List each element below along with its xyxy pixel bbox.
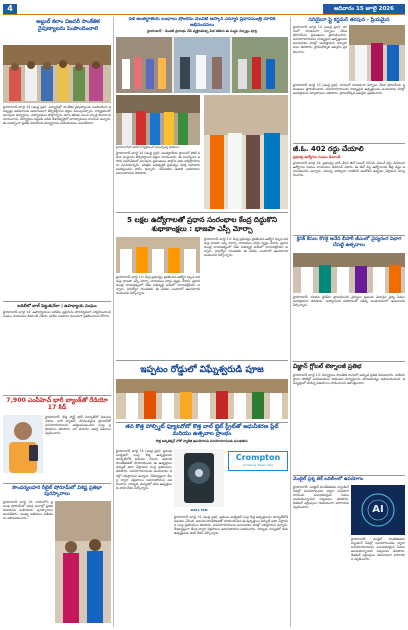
section-rule: [3, 301, 111, 302]
story-body: హైదరాబాద్: నూతన క్లినిక్‌ను ప్రారంభించిన వైద్యులు ప్రజలకు మెరుగైన వైద్య సేవలు అందిస్తామని తెలిపారు. అత్యాధునిక పరికరాలతో చికిత్స అందుబాటులో ఉంటుందని పేర్కొన్నారు.: [293, 295, 405, 308]
column-divider: [113, 17, 114, 627]
ad-graphic: [351, 485, 405, 535]
person-photo: [3, 415, 43, 473]
story-headline: సౌందర్యలహరి రీటైల్ షోరూమ్‌లో విశిష్ట ప్రతిభా పురస్కారాలు: [12, 485, 102, 498]
story-body: హైదరాబాద్ జూలై 14 (ఆంధ్ర ప్రభ): నగరంలో నూతనంగా ఏర్పాటు చేసిన షోరూమ్‌ను ప్రముఖులు ప్రారంభించారు. వినియోగదారులకు నాణ్యమైన ఉత్పత్తులను అందుబాటు ధరల్లో అందిస్తామని నిర్వాహకులు తెలిపారు. ప్రారంభోత్సవ ఆఫర్లను ప్రకటించారు.: [293, 25, 347, 54]
section-rule: [116, 212, 288, 213]
story-body: హైదరాబాద్ జూలై 14 (ఆంధ్ర ప్రభ): ప్రముఖ ఎలక్ట్రికల్ సంస్థ కొత్త ఉత్పత్తులను మార్కెట్‌లోకి విడుదల చేసింది. ఆధునిక సాంకేతికతతో రూపొందించిన ఈ ఉత్పత్తులు విద్యుత్ ఆదా చేస్తాయని సంస్థ ప్రతినిధులు తెలిపారు. వినియోగదారులకు అందుబాటు ధరల్లో లభిస్తాయని అన్నారు. దేశవ్యాప్తంగా డీలర్ల ద్వారా విక్రయాలు జరుగుతాయని వివరించారు. నాణ్యత, మన్నికలో తమ ఉత్పత్తులకు సాటి లేదని పేర్కొన్నారు.: [116, 449, 172, 490]
brand-name: Crompton: [235, 453, 281, 462]
story-body: హైదరాబాద్: కొత్త స్మార్ట్ ఫోన్ మార్కెట్‌లో విడుదల చేశారు. భారీ బ్యాటరీ, వేగవంతమైన ప్రాసెసర్‌తో వినియోగదారులను ఆకట్టుకుంటుందని సంస్థ ప్రతినిధులు తెలిపారు. ధర మరియు ఆఫర్ల వివరాలు వెల్లడించారు.: [45, 415, 111, 436]
left-column: [3, 17, 111, 627]
story-photo: [3, 45, 111, 103]
section-rule: [116, 360, 288, 361]
section-rule: [293, 475, 405, 476]
story-headline: విజ్ఞాన్ గ్లోబల్ టెక్నాలజీ ప్రతిభ: [293, 363, 362, 370]
page-header: [3, 3, 405, 15]
product-photo: [174, 449, 224, 507]
lead-headline: దళ అంతర్జాతీయ బంధాలు షోంలేను మొదటి ఆస్కార్ ఎమ్మార్ ప్రధానమంత్రి మోదీకి అభినందనలు: [128, 17, 276, 28]
story-body: హైదరాబాద్ జూలై 14: నగరంలోని ప్రముఖ షోరూమ్‌లో వివిధ రంగాల్లో ప్రతిభ కనబరిచిన మహిళలకు పురస్కారాలు అందజేశారు. ముఖ్య అతిథులు విజేతలను అభినందించారు.: [3, 500, 53, 521]
story-body: హైదరాబాద్: మొబైల్ సాంకేతికతను బ్యాంకింగ్ సేవల్లో వినియోగించడం ద్వారా వినియోగదారులకు సులభతరమైన సేవలు అందుతున్నాయని నిపుణులు తెలిపారు. డిజిటల్ చెల్లింపులు గణనీయంగా పెరిగాయని వెల్లడించారు.: [293, 485, 349, 510]
story-headline: తన కొత్త హాల్స్మిట్ ఫ్యూటరోటో కొత్త వాల్ బ్లైట్ స్ట్రీట్‌తో ఆధునీకరణ ప్లేట్ మరియు ఉత్సవాల ప్రాంభం: [125, 424, 279, 437]
story-body-continued: హైదరాబాద్ జూలై 14 (ఆంధ్ర ప్రభ): నగరంలో నూతనంగా ఏర్పాటు చేసిన షోరూమ్‌ను ప్రముఖులు ప్రారంభించారు. వినియోగదారులకు నాణ్యమైన ఉత్పత్తులను అందుబాటు ధరల్లో అందిస్తామని నిర్వాహకులు తెలిపారు. ప్రారంభోత్సవ ఆఫర్లను ప్రకటించారు.: [293, 83, 405, 96]
party-photo: [116, 237, 200, 273]
newspaper-page: [3, 3, 405, 627]
award-photo: [55, 501, 111, 623]
page-number: 4: [3, 4, 17, 14]
lead-photo-strip: [116, 37, 288, 93]
story-body: హైదరాబాద్ జూలై 14: విద్యార్థులు సాంకేతిక రంగంలో అద్భుత ప్రతిభ కనబరిచారు. జాతీయ స్థాయి పోటీల్లో బహుమతులు సాధించిన విద్యార్థులను యాజమాన్యం అభినందించింది. భవిష్యత్తులో మరిన్ని విజయాలు సాధించాలని ఆకాంక్షించారు.: [293, 373, 405, 386]
story-photo: [349, 25, 405, 81]
brand-tagline: Amazing. Every Day: [242, 463, 274, 467]
story-body: హైదరాబాద్ జూలై 14: ప్రభుత్వం జారీ చేసిన జీవో నంబర్ 402ను వెంటనే రద్దు చేయాలని ఉద్యోగుల సంఘం నాయకులు డిమాండ్ చేశారు. ఈ జీవో వల్ల ఉద్యోగులకు తీవ్ర నష్టం జరుగుతుందని అన్నారు. సమస్య పరిష్కారం కాకపోతే ఆందోళన ఉధృతం చేస్తామని హెచ్చరించారు.: [293, 161, 405, 178]
event-photo: [116, 95, 200, 145]
section-rule: [3, 395, 111, 396]
clinic-photo: [293, 253, 405, 293]
story-subheadline: కొత్త ఆర్కిటెక్చర్ లోకో ప్యాకేజీ ఉపయోగించి వినియోగదారులకు సులభతరం: [156, 439, 248, 443]
section-rule: [293, 361, 405, 362]
section-rule: [293, 235, 405, 236]
story-body: హైదరాబాద్ జూలై 14 (ఆంధ్ర ప్రభ): అంతర్జాతీయ స్థాయిలో పోటీ పడేలా సంస్థలను తీర్చిదిద్దాలని వక్తలు సూచించారు. ఈ సందర్భంగా జరిగిన సమావేశంలో పలువురు ప్రముఖులు పాల్గొని తమ అభిప్రాయాలను పంచుకున్నారు. పరిశ్రమ అభివృద్ధికి ప్రభుత్వం పూర్తి సహకారం అందిస్తుందని హామీ ఇచ్చారు. యువతకు ఉపాధి అవకాశాలు పెరుగుతాయని తెలిపారు.: [116, 151, 200, 176]
story-headline: అబ్దుల్ కలాం విజనరీ సాంకేతిక నైపుణ్యాలను పెంపొందించాలి: [36, 19, 100, 32]
story-body-continued: హైదరాబాద్ జూలై 14 (ఆంధ్ర ప్రభ): ప్రముఖ ఎలక్ట్రికల్ సంస్థ కొత్త ఉత్పత్తులను మార్కెట్‌లోకి విడుదల చేసింది. ఆధునిక సాంకేతికతతో రూపొందించిన ఈ ఉత్పత్తులు విద్యుత్ ఆదా చేస్తాయని సంస్థ ప్రతినిధులు తెలిపారు. వినియోగదారులకు అందుబాటు ధరల్లో లభిస్తాయని అన్నారు. దేశవ్యాప్తంగా డీలర్ల ద్వారా విక్రయాలు జరుగుతాయని వివరించారు. నాణ్యత, మన్నికలో తమ ఉత్పత్తులకు సాటి లేదని పేర్కొన్నారు.: [174, 515, 288, 536]
story-headline: మొబైల్ ప్రశ్న టెక్ బదిలీలలో ఉపయోగం: [293, 477, 364, 482]
story-subheadline: ప్రభుత్వ ఉద్యోగుల సంఘం డిమాండ్: [293, 155, 341, 159]
section-rule: [3, 483, 111, 484]
story-body: హైదరాబాద్ జూలై 14: ఉపాధ్యాయుల బదిలీల ప్రక్రియను పారదర్శకంగా నిర్వహించాలని సంఘం నాయకులు డిమాండ్ చేశారు. ఖాళీల వివరాలు ముందుగా ప్రకటించాలని కోరారు.: [3, 310, 111, 319]
pooja-headline: ఇప్పటం రోడ్డులో విఘ్నేశ్వరుడి పూజ: [116, 362, 288, 378]
section-rule: [116, 422, 288, 423]
story-headline: 5 లక్షల ఉద్యోగాలతో ప్రధాన సంరంభాల కేంద్ర దిద్దుకొని శుభాకాంక్షలు : భాజపా ఎస్సీ మోర్చా: [127, 215, 277, 233]
lead-subheadline: హైదరాబాద్ - మొదటి ప్రారంభం చేసే వ్యక్తిగతనిచ్చి పేరు కలిపిన ఈ సంస్థల ఏర్పాట్లు పూర్తి: [147, 29, 257, 33]
photo-caption: హైదరాబాద్‌లో జరిగిన కార్యక్రమంలో ప్రసంగిస్తున్న అతిథులు: [116, 145, 180, 149]
section-rule: [293, 143, 405, 144]
story-body-continued: హైదరాబాద్: మొబైల్ సాంకేతికతను బ్యాంకింగ్ సేవల్లో వినియోగించడం ద్వారా వినియోగదారులకు సులభతరమైన సేవలు అందుతున్నాయని నిపుణులు తెలిపారు. డిజిటల్ చెల్లింపులు గణనీయంగా పెరిగాయని వెల్లడించారు.: [351, 537, 405, 562]
ad-label: AI: [372, 504, 384, 515]
pooja-photo: [116, 379, 288, 419]
story-headline: బదిలీలో బాల్ పెట్టుకునేలా | ఉపాధ్యాయ సంఘం: [17, 303, 97, 308]
story-headline: సరియైనా ప్లై కస్టమర్ తరపున - ప్రియమైన: [308, 17, 390, 23]
page-date: ఆదివారం 15 జూలై 2026: [323, 4, 405, 14]
story-body: హైదరాబాద్ జూలై 14: కేంద్ర ప్రభుత్వం ప్రకటించిన ఉద్యోగ కల్పన పథకంపై భాజపా ఎస్సీ మోర్చా నాయకులు హర్షం వ్యక్తం చేశారు. ప్రధానమంత్రి నాయకత్వంలో దేశం అభివృద్ధి పథంలో దూసుకెళ్తోందని అన్నారు. నిరుద్యోగ యువతకు ఈ పథకం ఎంతగానో ఉపయోగపడుతుందని పేర్కొన్నారు.: [116, 275, 200, 296]
center-column: [116, 17, 288, 627]
story-headline: క్లినిక్ కేసుల కొరకై అనేది బీహారీ జీఎంలో వైద్యరంగ విభాగ చేపట్టి ఉత్సవాలు: [296, 237, 402, 249]
story-body-continued: హైదరాబాద్ జూలై 14: కేంద్ర ప్రభుత్వం ప్రకటించిన ఉద్యోగ కల్పన పథకంపై భాజపా ఎస్సీ మోర్చా నాయకులు హర్షం వ్యక్తం చేశారు. ప్రధానమంత్రి నాయకత్వంలో దేశం అభివృద్ధి పథంలో దూసుకెళ్తోందని అన్నారు. నిరుద్యోగ యువతకు ఈ పథకం ఎంతగానో ఉపయోగపడుతుందని పేర్కొన్నారు.: [204, 237, 288, 258]
product-label: WALL FAN: [190, 508, 208, 512]
story-body: హైదరాబాద్ జూలై 14 (ఆంధ్ర ప్రభ): విద్యార్థుల్లో సాంకేతిక నైపుణ్యాలను పెంపొందించి భవిష్యత్తు అవసరాలకు అనుగుణంగా తీర్చిదిద్దాలని వక్తలు పిలుపునిచ్చారు. కార్యక్రమంలో పలువురు విద్యార్థులు, అధ్యాపకులు పాల్గొన్నారు. కలాం జీవితం నుంచి స్ఫూర్తి పొందాలని సూచించారు. విద్యార్థులు కష్టపడి చదివి దేశాభివృద్ధిలో భాగస్వాములు కావాలని అన్నారు. ఈ సందర్భంగా ప్రతిభ కనబరిచిన విద్యార్థులకు బహుమతులు అందజేశారు.: [3, 105, 111, 126]
group-photo: [204, 95, 288, 209]
story-headline: 7,900 ఎంపీహెచ్ భారీ బ్యాంక్‌తో రేడియో 17 కిడ్: [6, 397, 108, 412]
brand-logo: [228, 451, 288, 471]
right-column: [293, 17, 405, 627]
story-headline: జీ.ఓ. 402 రద్దు చేయాలి: [293, 145, 364, 153]
column-divider: [290, 17, 291, 627]
